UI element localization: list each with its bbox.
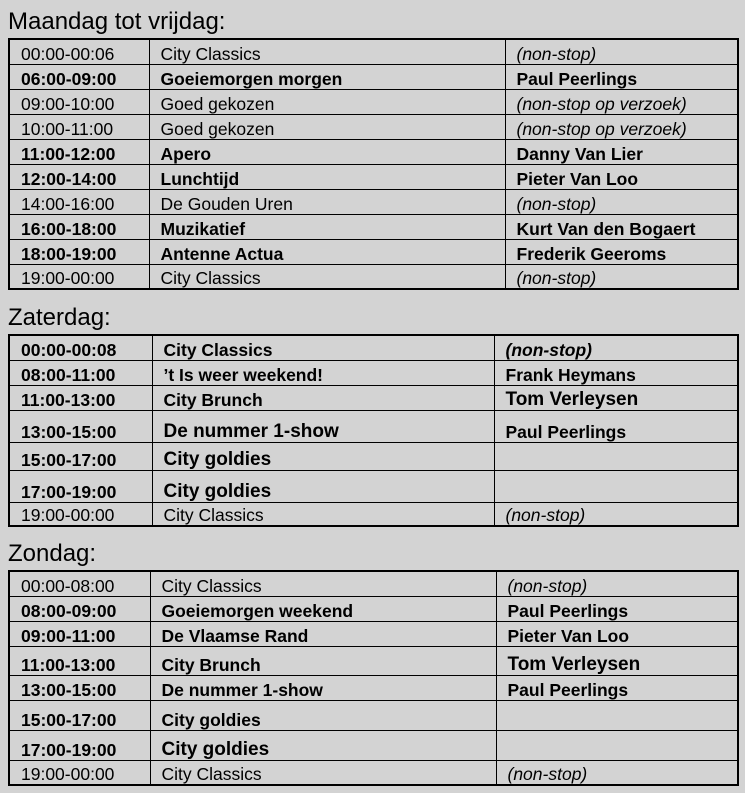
- schedule-row: [9, 64, 738, 89]
- time-cell: 17:00-19:00: [9, 470, 152, 502]
- host-cell: Frederik Geeroms: [505, 239, 738, 264]
- schedule-row: [9, 189, 738, 214]
- time-cell: 17:00-19:00: [9, 730, 150, 760]
- show-cell: City Classics: [152, 502, 494, 526]
- schedule-row: [9, 385, 738, 410]
- time-cell: 16:00-18:00: [9, 214, 149, 239]
- host-cell: (non-stop): [494, 502, 738, 526]
- schedule-row: [9, 264, 738, 289]
- show-cell: Goeiemorgen weekend: [150, 596, 496, 621]
- show-cell: City Classics: [150, 571, 496, 596]
- host-cell: [494, 442, 738, 470]
- section-title: Zaterdag:: [8, 304, 111, 331]
- show-cell: City goldies: [150, 700, 496, 730]
- schedule-row: [9, 239, 738, 264]
- host-cell: (non-stop): [505, 189, 738, 214]
- show-cell: City goldies: [150, 730, 496, 760]
- schedule-row: [9, 675, 738, 700]
- time-cell: 00:00-00:08: [9, 335, 152, 360]
- schedule-row: [9, 360, 738, 385]
- time-cell: 13:00-15:00: [9, 410, 152, 442]
- show-cell: Muzikatief: [149, 214, 505, 239]
- host-cell: Pieter Van Loo: [496, 621, 738, 646]
- schedule-row: [9, 646, 738, 675]
- show-cell: Goed gekozen: [149, 89, 505, 114]
- time-cell: 19:00-00:00: [9, 760, 150, 785]
- host-cell: (non-stop op verzoek): [505, 114, 738, 139]
- host-cell: Pieter Van Loo: [505, 164, 738, 189]
- schedule-table-saturday: [8, 334, 739, 527]
- time-cell: 19:00-00:00: [9, 502, 152, 526]
- schedule-row: [9, 214, 738, 239]
- show-cell: Apero: [149, 139, 505, 164]
- time-cell: 09:00-11:00: [9, 621, 150, 646]
- show-cell: Goeiemorgen morgen: [149, 64, 505, 89]
- schedule-row: [9, 700, 738, 730]
- schedule-row: [9, 335, 738, 360]
- time-cell: 09:00-10:00: [9, 89, 149, 114]
- host-cell: (non-stop): [496, 760, 738, 785]
- schedule-row: [9, 596, 738, 621]
- show-cell: City goldies: [152, 442, 494, 470]
- time-cell: 11:00-12:00: [9, 139, 149, 164]
- schedule-row: [9, 502, 738, 526]
- show-cell: ’t Is weer weekend!: [152, 360, 494, 385]
- schedule-row: [9, 442, 738, 470]
- show-cell: City goldies: [152, 470, 494, 502]
- show-cell: Goed gekozen: [149, 114, 505, 139]
- host-cell: Paul Peerlings: [496, 675, 738, 700]
- host-cell: Frank Heymans: [494, 360, 738, 385]
- schedule-row: [9, 730, 738, 760]
- host-cell: (non-stop op verzoek): [505, 89, 738, 114]
- time-cell: 19:00-00:00: [9, 264, 149, 289]
- time-cell: 10:00-11:00: [9, 114, 149, 139]
- show-cell: Antenne Actua: [149, 239, 505, 264]
- show-cell: De Vlaamse Rand: [150, 621, 496, 646]
- time-cell: 12:00-14:00: [9, 164, 149, 189]
- show-cell: City Brunch: [152, 385, 494, 410]
- time-cell: 08:00-09:00: [9, 596, 150, 621]
- host-cell: [496, 730, 738, 760]
- show-cell: City Classics: [149, 39, 505, 64]
- schedule-row: [9, 114, 738, 139]
- schedule-row: [9, 39, 738, 64]
- schedule-row: [9, 470, 738, 502]
- host-cell: Tom Verleysen: [496, 646, 738, 675]
- show-cell: City Classics: [149, 264, 505, 289]
- host-cell: Paul Peerlings: [505, 64, 738, 89]
- host-cell: Kurt Van den Bogaert: [505, 214, 738, 239]
- show-cell: City Classics: [150, 760, 496, 785]
- time-cell: 08:00-11:00: [9, 360, 152, 385]
- time-cell: 00:00-08:00: [9, 571, 150, 596]
- time-cell: 11:00-13:00: [9, 385, 152, 410]
- show-cell: Lunchtijd: [149, 164, 505, 189]
- host-cell: Paul Peerlings: [494, 410, 738, 442]
- schedule-row: [9, 89, 738, 114]
- section-title: Maandag tot vrijdag:: [8, 8, 226, 35]
- time-cell: 15:00-17:00: [9, 442, 152, 470]
- schedule-table-sunday: [8, 570, 739, 786]
- host-cell: Danny Van Lier: [505, 139, 738, 164]
- show-cell: De nummer 1-show: [152, 410, 494, 442]
- host-cell: Paul Peerlings: [496, 596, 738, 621]
- host-cell: Tom Verleysen: [494, 385, 738, 410]
- show-cell: De nummer 1-show: [150, 675, 496, 700]
- schedule-row: [9, 571, 738, 596]
- show-cell: City Brunch: [150, 646, 496, 675]
- section-title: Zondag:: [8, 540, 97, 567]
- time-cell: 06:00-09:00: [9, 64, 149, 89]
- host-cell: [494, 470, 738, 502]
- show-cell: City Classics: [152, 335, 494, 360]
- schedule-table-weekdays: [8, 38, 739, 290]
- host-cell: (non-stop): [496, 571, 738, 596]
- time-cell: 18:00-19:00: [9, 239, 149, 264]
- host-cell: (non-stop): [505, 39, 738, 64]
- time-cell: 00:00-00:06: [9, 39, 149, 64]
- time-cell: 15:00-17:00: [9, 700, 150, 730]
- schedule-row: [9, 139, 738, 164]
- host-cell: (non-stop): [494, 335, 738, 360]
- time-cell: 11:00-13:00: [9, 646, 150, 675]
- schedule-row: [9, 760, 738, 785]
- host-cell: [496, 700, 738, 730]
- show-cell: De Gouden Uren: [149, 189, 505, 214]
- schedule-row: [9, 410, 738, 442]
- schedule-row: [9, 164, 738, 189]
- time-cell: 14:00-16:00: [9, 189, 149, 214]
- host-cell: (non-stop): [505, 264, 738, 289]
- time-cell: 13:00-15:00: [9, 675, 150, 700]
- schedule-row: [9, 621, 738, 646]
